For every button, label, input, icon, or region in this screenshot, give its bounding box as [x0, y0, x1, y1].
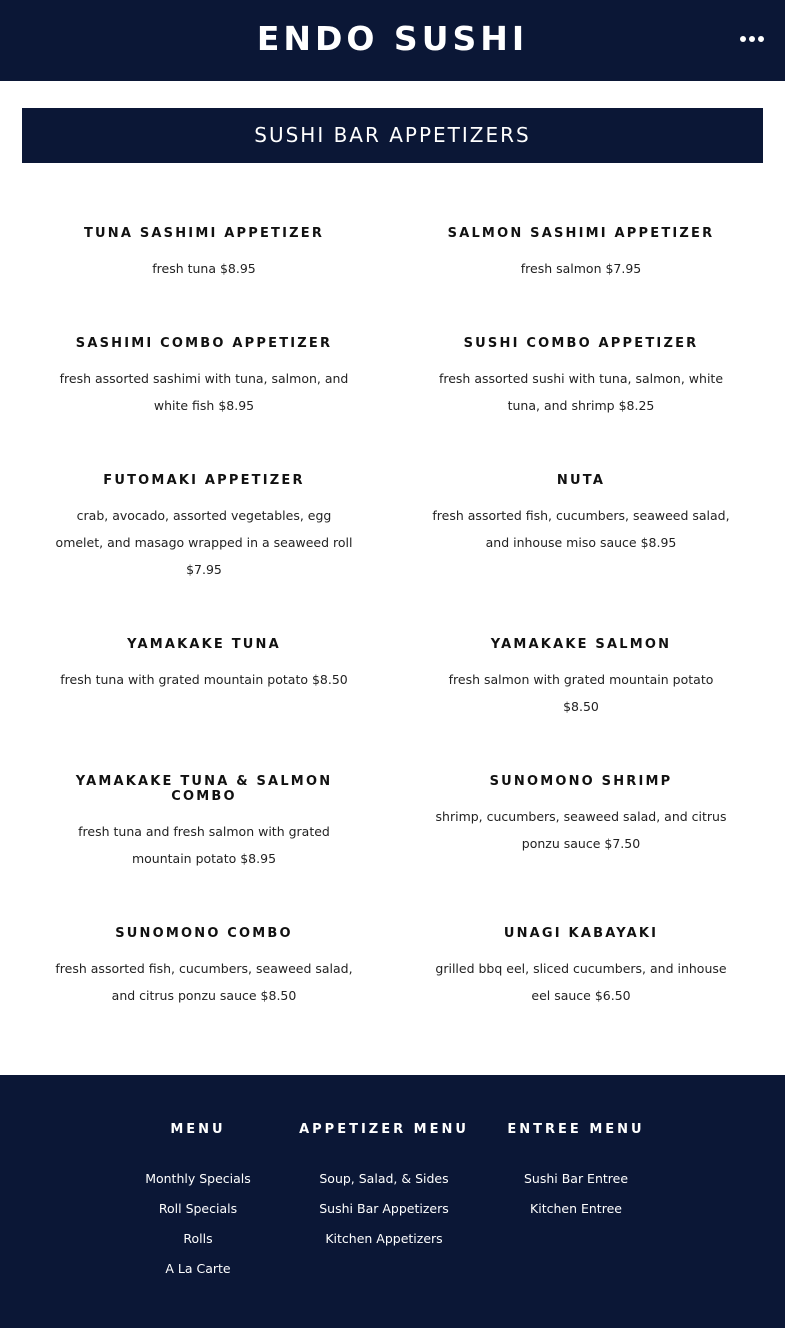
footer-column-title: MENU	[170, 1122, 226, 1137]
menu-item-name: SASHIMI COMBO APPETIZER	[75, 336, 333, 351]
footer-link-rolls[interactable]: Rolls	[183, 1231, 213, 1246]
footer-column-appetizer-menu	[294, 1122, 474, 1254]
footer-column-entree-menu	[496, 1122, 656, 1224]
dot	[740, 36, 746, 42]
menu-item-name: YAMAKAKE SALMON	[490, 637, 672, 652]
menu-item	[54, 226, 354, 282]
menu-item-name: SALMON SASHIMI APPETIZER	[447, 226, 715, 241]
menu-item-description: fresh assorted fish, cucumbers, seaweed salad, and inhouse miso sauce $8.95	[432, 508, 730, 550]
menu-item	[54, 473, 354, 583]
footer-link-kitchen-appetizers[interactable]: Kitchen Appetizers	[325, 1231, 443, 1246]
footer-link-roll-specials[interactable]: Roll Specials	[158, 1201, 238, 1216]
menu-item	[431, 473, 731, 556]
dot	[749, 36, 755, 42]
menu-item-description: fresh assorted sashimi with tuna, salmon, and white fish $8.95	[59, 371, 349, 413]
menu-item-name: SUNOMONO COMBO	[115, 926, 293, 941]
menu-item-name: NUTA	[556, 473, 606, 488]
menu-item-name: FUTOMAKI APPETIZER	[103, 473, 305, 488]
menu-item	[54, 774, 354, 872]
menu-item	[54, 336, 354, 419]
menu-item-description: fresh tuna $8.95	[152, 261, 256, 276]
footer-column-menu	[118, 1122, 278, 1284]
footer-column-title: ENTREE MENU	[507, 1122, 645, 1137]
menu-item-name: YAMAKAKE TUNA & SALMON COMBO	[75, 774, 333, 804]
menu-item-name: SUSHI COMBO APPETIZER	[463, 336, 699, 351]
menu-item-name: UNAGI KABAYAKI	[503, 926, 659, 941]
menu-item-description: fresh salmon with grated mountain potato $8.50	[448, 672, 714, 714]
brand-title[interactable]: ENDO SUSHI	[256, 19, 529, 58]
more-horizontal-icon[interactable]	[740, 33, 764, 47]
menu-item-description: fresh assorted sushi with tuna, salmon, white tuna, and shrimp $8.25	[438, 371, 724, 413]
menu-item	[431, 637, 731, 720]
footer-link-sushi-bar-appetizers[interactable]: Sushi Bar Appetizers	[319, 1201, 449, 1216]
menu-item	[54, 926, 354, 1009]
footer-link-monthly-specials[interactable]: Monthly Specials	[145, 1171, 251, 1186]
menu-item-name: TUNA SASHIMI APPETIZER	[83, 226, 325, 241]
menu-item	[431, 336, 731, 419]
menu-item	[431, 226, 731, 282]
top-navigation-bar	[0, 0, 785, 81]
footer-link-a-la-carte[interactable]: A La Carte	[165, 1261, 231, 1276]
menu-item	[431, 926, 731, 1009]
dot	[758, 36, 764, 42]
menu-item-name: SUNOMONO SHRIMP	[489, 774, 673, 789]
menu-item-description: shrimp, cucumbers, seaweed salad, and citrus ponzu sauce $7.50	[435, 809, 727, 851]
menu-item-description: crab, avocado, assorted vegetables, egg omelet, and masago wrapped in a seaweed roll $7.95	[55, 508, 353, 577]
menu-item-description: fresh salmon $7.95	[520, 261, 642, 276]
footer-link-sushi-bar-entree[interactable]: Sushi Bar Entree	[523, 1171, 629, 1186]
footer-link-kitchen-entree[interactable]: Kitchen Entree	[530, 1201, 622, 1216]
menu-item-description: fresh tuna and fresh salmon with grated mountain potato $8.95	[78, 824, 330, 866]
menu-item	[54, 637, 354, 693]
footer-column-title: APPETIZER MENU	[299, 1122, 469, 1137]
menu-item-description: fresh assorted fish, cucumbers, seaweed salad, and citrus ponzu sauce $8.50	[55, 961, 353, 1003]
menu-item-name: YAMAKAKE TUNA	[127, 637, 281, 652]
section-title-banner: SUSHI BAR APPETIZERS	[22, 108, 763, 163]
footer-link-soup-salad-sides[interactable]: Soup, Salad, & Sides	[319, 1171, 449, 1186]
menu-item	[431, 774, 731, 857]
menu-item-description: grilled bbq eel, sliced cucumbers, and inhouse eel sauce $6.50	[435, 961, 727, 1003]
menu-item-description: fresh tuna with grated mountain potato $8.50	[60, 672, 348, 687]
